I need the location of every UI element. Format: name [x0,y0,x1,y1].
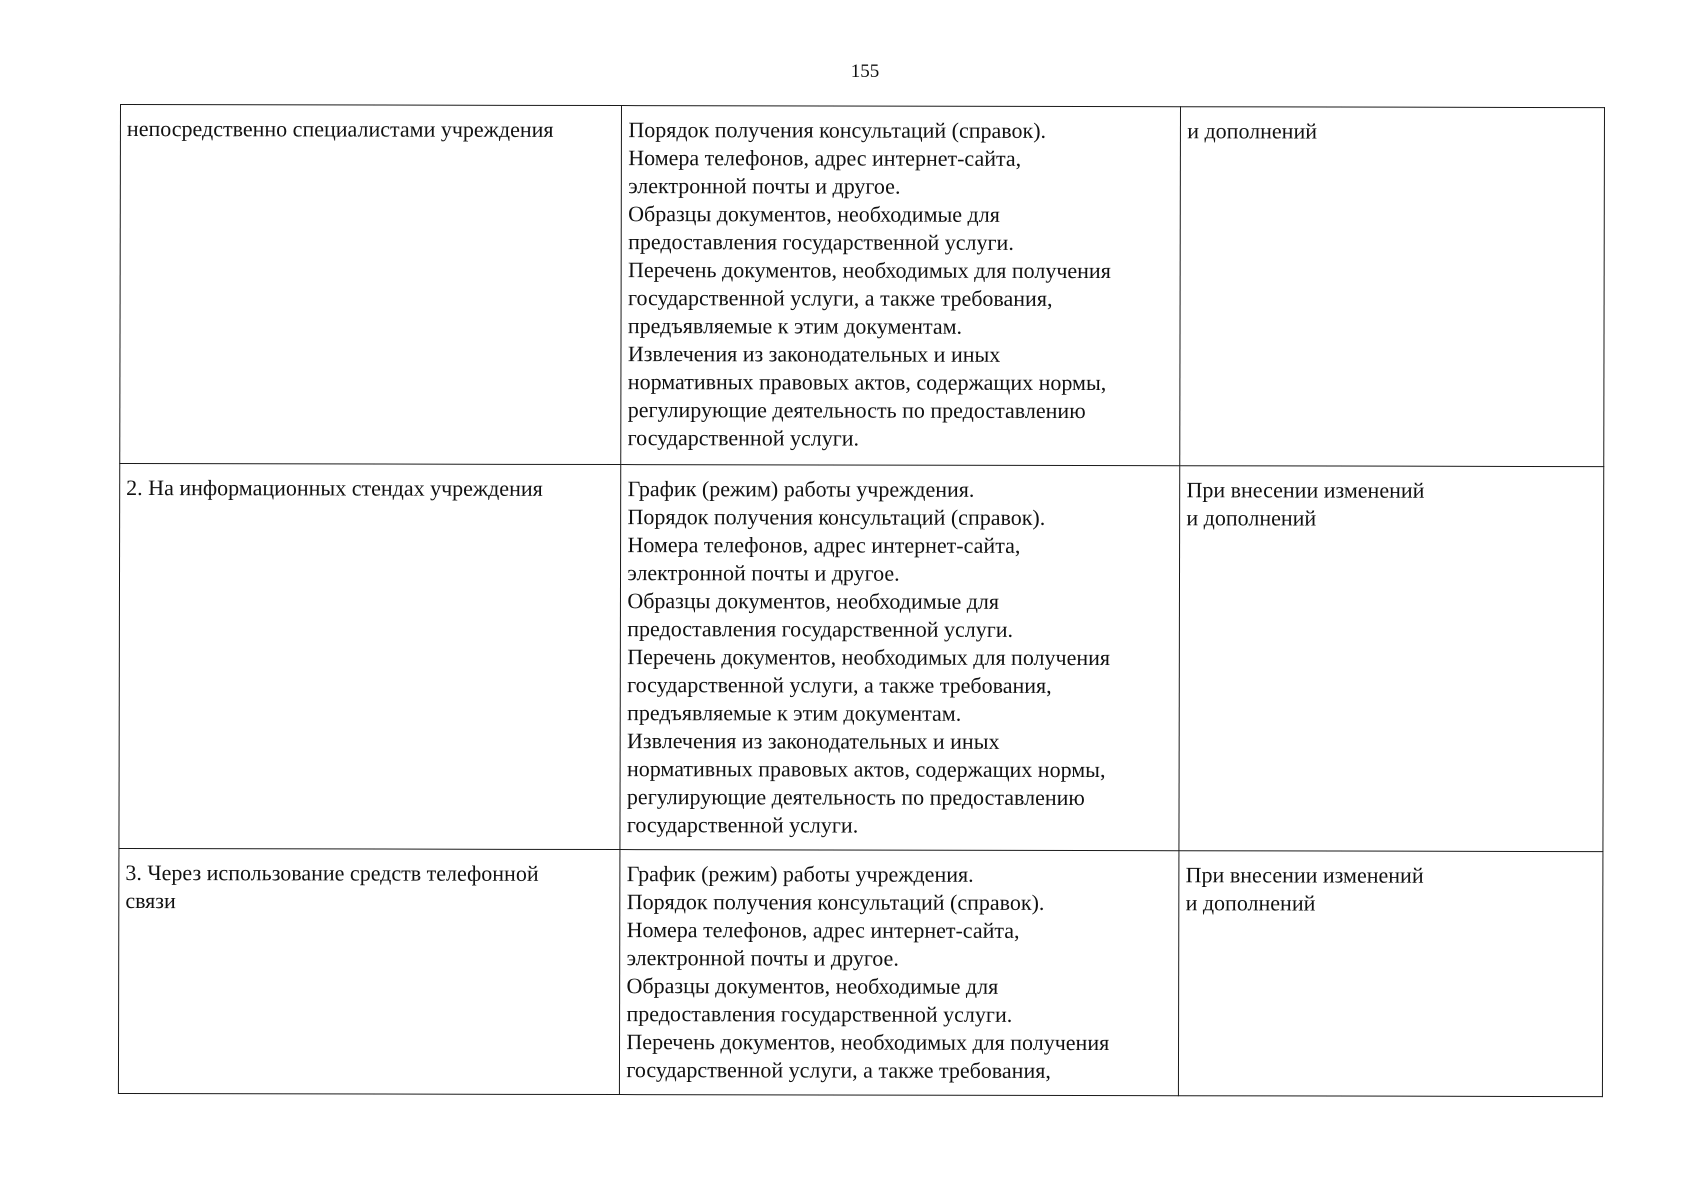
cell-line: График (режим) работы учреждения. [626,861,974,887]
cell-line: государственной услуги, а также требования, [627,285,1053,311]
cell-line: Образцы документов, необходимые для [627,588,1000,614]
cell-line: государственной услуги, а также требования, [627,672,1052,698]
frequency-cell [1180,107,1604,467]
cell-line: При внесении изменений [1185,862,1424,888]
cell-line: Номера телефонов, адрес интернет-сайта, [628,145,1022,171]
content-cell [620,850,1179,1096]
frequency-cell [1179,466,1604,852]
info-table [118,104,1605,1097]
cell-line: Порядок получения консультаций (справок). [628,117,1047,143]
cell-line: Извлечения из законодательных и иных [627,728,1000,754]
cell-line: предъявляемые к этим документам. [627,313,963,339]
cell-line: Перечень документов, необходимых для получения [627,644,1111,671]
table-row [120,105,1605,467]
cell-line: предоставления государственной услуги. [626,1001,1013,1027]
cell-line: нормативных правовых актов, содержащих нормы, [627,369,1107,396]
cell-line: График (режим) работы учреждения. [627,476,975,502]
cell-line: и дополнений [1186,505,1317,531]
cell-line: Извлечения из законодательных и иных [627,341,1001,367]
cell-line: Перечень документов, необходимых для получения [626,1029,1110,1056]
cell-line: Образцы документов, необходимые для [628,201,1000,227]
cell-line: 2. На информационных стендах учреждения [126,475,543,501]
cell-line: предоставления государственной услуги. [628,229,1014,255]
cell-line: связи [125,888,176,914]
cell-line: 3. Через использование средств телефонной [125,860,539,886]
method-cell [120,105,622,465]
cell-line: регулирующие деятельность по предоставлению [626,784,1085,811]
cell-line: электронной почты и другое. [626,945,899,971]
content-cell [621,106,1181,466]
cell-line: и дополнений [1187,118,1318,144]
cell-line: государственной услуги, а также требования, [626,1057,1051,1083]
cell-line: нормативных правовых актов, содержащих нормы, [626,756,1106,783]
cell-line: государственной услуги. [627,425,860,451]
cell-line: Перечень документов, необходимых для получения [628,257,1111,284]
cell-line: электронной почты и другое. [628,173,901,199]
cell-line: государственной услуги. [626,812,859,838]
content-cell [620,465,1180,851]
method-cell [118,848,620,1094]
cell-line: непосредственно специалистами учреждения [126,116,554,142]
table-row [119,464,1604,852]
table-row [118,848,1603,1096]
cell-line: Образцы документов, необходимые для [626,973,999,999]
cell-line: и дополнений [1185,890,1316,916]
frequency-cell [1179,851,1603,1097]
cell-line: Порядок получения консультаций (справок). [627,504,1046,530]
cell-line: Порядок получения консультаций (справок). [626,889,1045,915]
cell-line: предоставления государственной услуги. [627,616,1014,642]
cell-line: электронной почты и другое. [627,560,900,586]
cell-line: Номера телефонов, адрес интернет-сайта, [627,532,1021,558]
cell-line: регулирующие деятельность по предоставлению [627,397,1086,424]
method-cell [119,464,621,850]
cell-line: Номера телефонов, адрес интернет-сайта, [626,917,1020,943]
page-number: 155 [850,61,880,82]
cell-line: предъявляемые к этим документам. [627,700,962,726]
cell-line: При внесении изменений [1186,477,1425,503]
